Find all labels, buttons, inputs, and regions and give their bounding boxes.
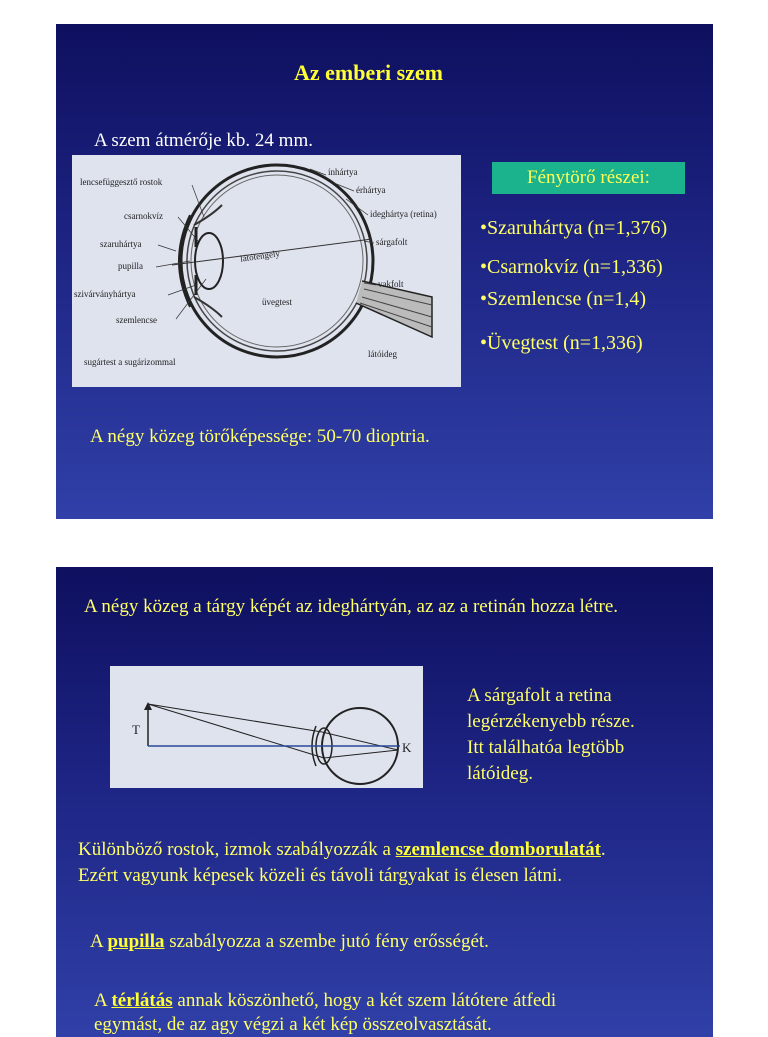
label-uvegtest: üvegtest xyxy=(262,297,292,307)
pupil-link[interactable]: pupilla xyxy=(107,931,165,952)
fovea-line-4: látóideg. xyxy=(467,763,533,784)
eye-cross-section-figure xyxy=(72,155,461,387)
ray-diagram-figure xyxy=(110,666,423,788)
retina-image-text: A négy közeg a tárgy képét az ideghártyán, az az a retinán hozza létre. xyxy=(84,596,619,617)
label-csarnokviz: csarnokvíz xyxy=(124,211,163,221)
dioptria-text: A négy közeg törőképessége: 50-70 dioptria. xyxy=(90,426,430,447)
fovea-line-3: Itt találhatóa legtöbb xyxy=(467,737,625,758)
part-item-cornea: •Szaruhártya (n=1,376) xyxy=(480,217,668,239)
ray-top xyxy=(148,704,322,732)
label-latotengely: látótengely xyxy=(239,248,281,264)
label-vakfolt: vakfolt xyxy=(378,279,404,289)
part-item-vitreous: •Üvegtest (n=1,336) xyxy=(480,332,643,354)
slide-image-formation xyxy=(56,567,713,1037)
ray-bottom xyxy=(148,704,324,758)
label-latoideg: látóideg xyxy=(368,349,397,359)
label-pupilla: pupilla xyxy=(118,261,143,271)
retina-shape xyxy=(191,175,363,347)
label-sugartest: sugártest a sugárizommal xyxy=(84,357,176,367)
eye-diameter-text: A szem átmérője kb. 24 mm. xyxy=(94,130,313,151)
refractive-parts-title: Fénytörő részei: xyxy=(492,162,685,194)
label-inhartya: ínhártya xyxy=(328,167,358,177)
sclera-shape xyxy=(181,165,373,357)
label-object-T: T xyxy=(132,722,140,737)
ray-diagram-svg xyxy=(110,666,423,788)
fovea-line-2: legérzékenyebb része. xyxy=(467,711,635,732)
depth-perception-paragraph: A térlátás annak köszönhető, hogy a két szem látótere átfedi egymást, de az agy végzi a két kép összeolvasztását. xyxy=(94,990,557,1035)
label-image-K: K xyxy=(402,740,412,755)
label-sargafolt: sárgafolt xyxy=(376,237,408,247)
label-szivarvanyhartya: szivárványhártya xyxy=(74,289,136,299)
label-lencsefuggeszto: lencsefüggesztő rostok xyxy=(80,177,163,187)
eye-diagram-svg xyxy=(72,155,461,387)
lens-curvature-link[interactable]: szemlencse domborulatát xyxy=(395,839,601,860)
choroid-shape xyxy=(187,171,367,351)
lens-curvature-line-2: Ezért vagyunk képesek közeli és távoli tárgyakat is élesen látni. xyxy=(78,865,562,886)
part-item-lens: •Szemlencse (n=1,4) xyxy=(480,288,647,310)
label-szaruhartya: szaruhártya xyxy=(100,239,142,249)
depth-perception-link[interactable]: térlátás xyxy=(111,990,173,1011)
slide-title: Az emberi szem xyxy=(293,60,444,85)
slide-eye-anatomy xyxy=(56,24,713,519)
pupil-paragraph: A pupilla szabályozza a szembe jutó fény erősségét. xyxy=(90,931,489,952)
depth-perception-line-2: egymást, de az agy végzi a két kép összeolvasztását. xyxy=(94,1014,492,1035)
label-szemlencse: szemlencse xyxy=(116,315,157,325)
fovea-line-1: A sárgafolt a retina xyxy=(467,685,612,706)
fovea-text xyxy=(467,683,635,787)
lens-curvature-paragraph: Különböző rostok, izmok szabályozzák a szemlencse domborulatát. Ezért vagyunk képesek közeli és távoli tárgyakat is élesen látni. xyxy=(78,837,606,889)
label-erhartya: érhártya xyxy=(356,185,386,195)
label-ideghartya: ideghártya (retina) xyxy=(370,209,437,219)
part-item-aqueous: •Csarnokvíz (n=1,336) xyxy=(480,256,663,278)
